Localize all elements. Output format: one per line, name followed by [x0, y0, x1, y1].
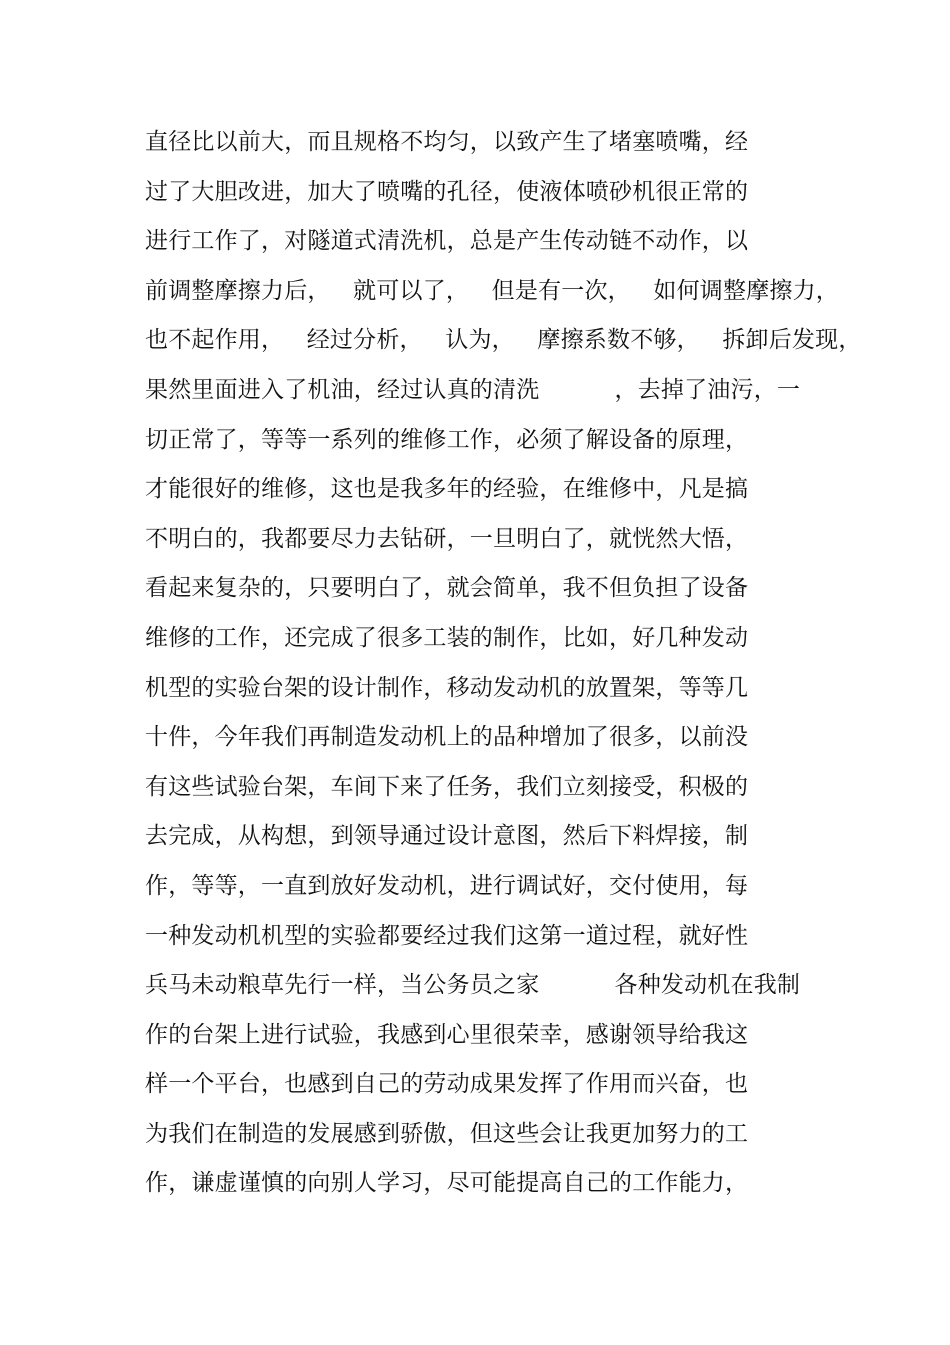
- text-line: 兵马未动粮草先行一样，当公务员之家 各种发动机在我制: [145, 972, 801, 999]
- text-line: 也不起作用， 经过分析， 认为， 摩擦系数不够， 拆卸后发现，: [145, 327, 862, 354]
- text-line: 一种发动机机型的实验都要经过我们这第一道过程，就好性: [145, 922, 749, 949]
- text-line: 样一个平台，也感到自己的劳动成果发挥了作用而兴奋，也: [145, 1071, 749, 1098]
- text-line: 十件，今年我们再制造发动机上的品种增加了很多，以前没: [145, 724, 749, 751]
- text-line: 看起来复杂的，只要明白了，就会简单，我不但负担了设备: [145, 575, 749, 602]
- text-line: 不明白的，我都要尽力去钻研，一旦明白了，就恍然大悟，: [145, 525, 749, 552]
- text-line: 作，谦虚谨慎的向别人学习，尽可能提高自己的工作能力，: [145, 1170, 749, 1197]
- text-line: 维修的工作，还完成了很多工装的制作，比如，好几种发动: [145, 624, 749, 651]
- text-line: 作的台架上进行试验，我感到心里很荣幸，感谢领导给我这: [145, 1021, 749, 1048]
- text-line: 切正常了，等等一系列的维修工作，必须了解设备的原理，: [145, 426, 749, 453]
- text-line: 去完成，从构想，到领导通过设计意图，然后下料焊接，制: [145, 823, 749, 850]
- body-text: [145, 122, 862, 1213]
- text-line: 进行工作了，对隧道式清洗机，总是产生传动链不动作，以: [145, 228, 749, 255]
- text-line: 机型的实验台架的设计制作，移动发动机的放置架，等等几: [145, 674, 749, 701]
- text-line: 为我们在制造的发展感到骄傲，但这些会让我更加努力的工: [145, 1120, 749, 1147]
- text-line: 直径比以前大，而且规格不均匀，以致产生了堵塞喷嘴，经: [145, 129, 749, 155]
- text-line: 过了大胆改进，加大了喷嘴的孔径，使液体喷砂机很正常的: [145, 178, 749, 205]
- text-line: 作，等等，一直到放好发动机，进行调试好，交付使用，每: [145, 872, 749, 899]
- text-line: 果然里面进入了机油，经过认真的清洗 ，去掉了油污，一: [145, 376, 801, 403]
- text-line: 前调整摩擦力后， 就可以了， 但是有一次， 如何调整摩擦力，: [145, 277, 839, 304]
- text-line: 有这些试验台架，车间下来了任务，我们立刻接受，积极的: [145, 773, 749, 800]
- text-line: 才能很好的维修，这也是我多年的经验，在维修中，凡是搞: [145, 476, 749, 503]
